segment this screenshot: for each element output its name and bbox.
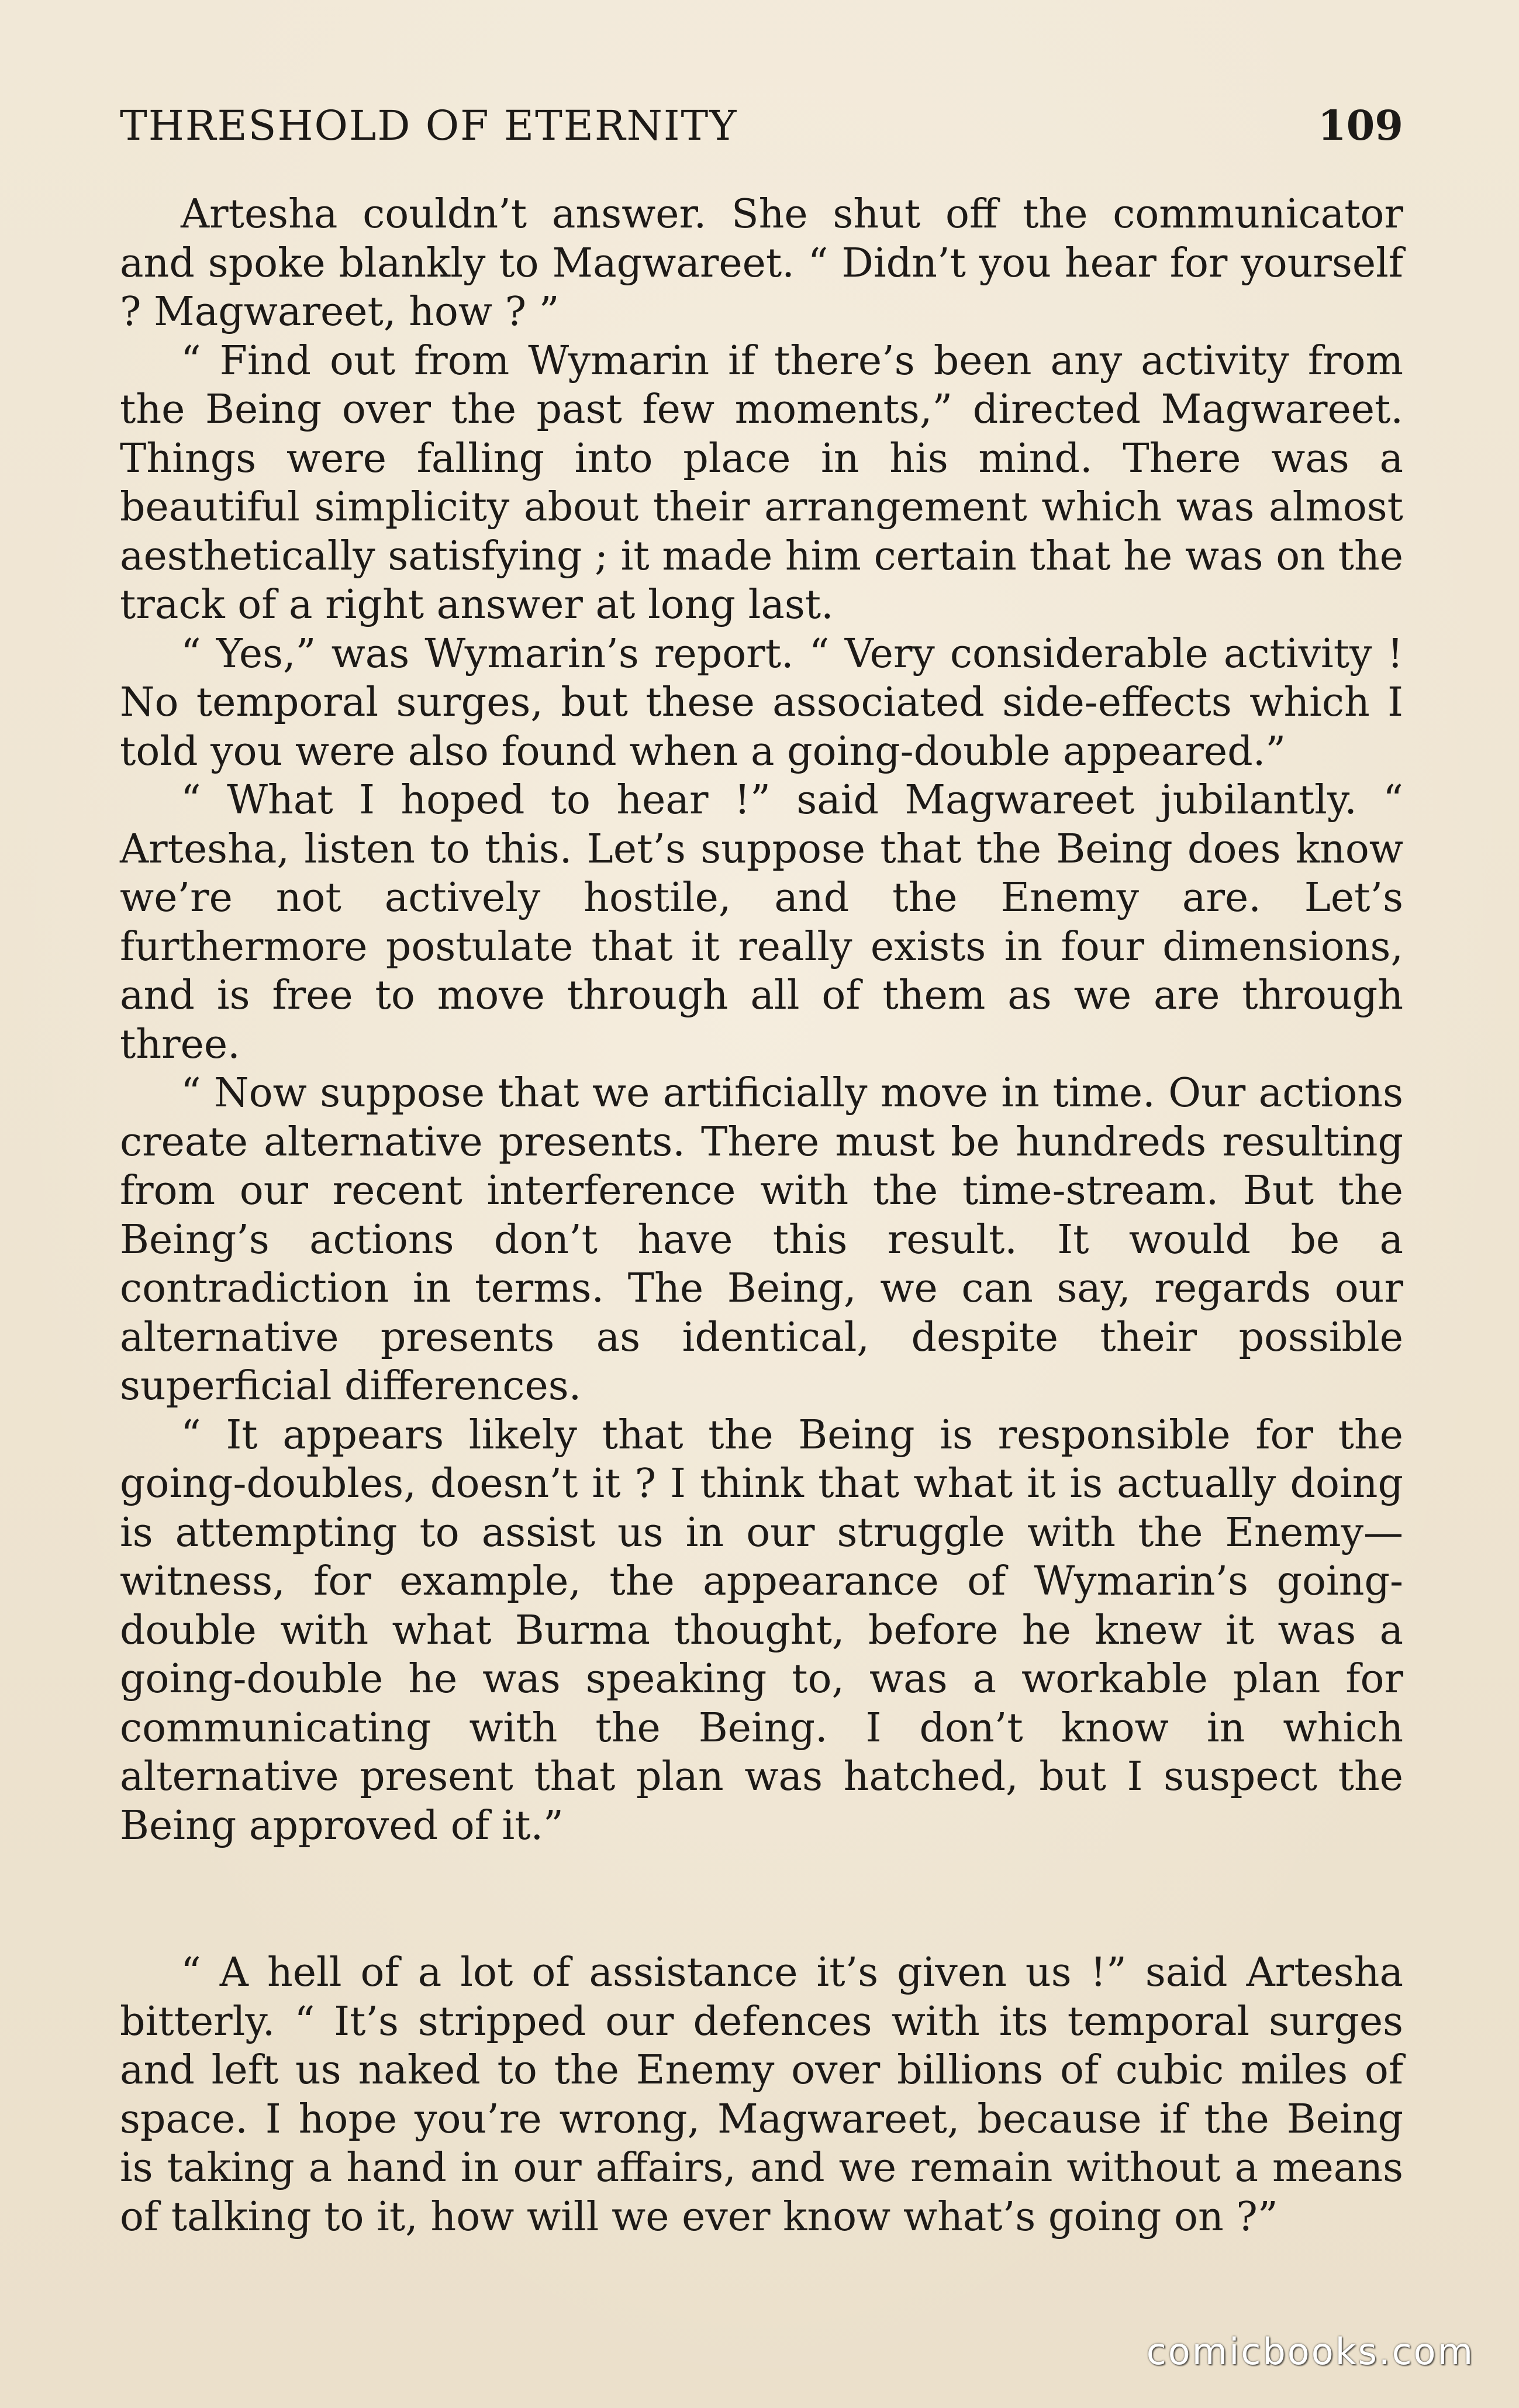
paragraph-1: Artesha couldn’t answer. She shut off the communicator and spoke blankly to Magwareet. “ Didn’t you hear for yourself ? Magwareet, how ? ” — [120, 191, 1403, 335]
page-header — [120, 94, 1403, 158]
paragraph-3: “ Yes,” was Wymarin’s report. “ Very considerable activity ! No temporal surges, but these associated side-effects which I told you were also found when a going-double appeared.” — [120, 630, 1403, 775]
paragraph-5: “ Now suppose that we artificially move in time. Our actions create alternative presents. There must be hundreds resulting from our recent interference with the time-stream. But the Being’s actions don’t have this result. It would be a contradiction in terms. The Being, we can say, regards our alternative presents as identical, despite their possible superficial differences. — [120, 1070, 1403, 1409]
page-number: 109 — [1317, 101, 1403, 150]
section-break — [120, 1850, 1403, 1948]
paragraph-2: “ Find out from Wymarin if there’s been any activity from the Being over the past few moments,” directed Magwareet. Things were falling into place in his mind. There was a beautiful simplicity about their arrangement which was almost aesthetically satisfying ; it made him certain that he was on the track of a right answer at long last. — [120, 337, 1403, 628]
paragraph-7: “ A hell of a lot of assistance it’s given us !” said Artesha bitterly. “ It’s stripped our defences with its temporal surges and left us naked to the Enemy over billions of cubic miles of space. I hope you’re wrong, Magwareet, because if the Being is taking a hand in our affairs, and we remain without a means of talking to it, how will we ever know what’s going on ?” — [120, 1950, 1403, 2240]
body-text — [120, 190, 1403, 2241]
paragraph-4: “ What I hoped to hear !” said Magwareet jubilantly. “ Artesha, listen to this. Let’s suppose that the Being does know we’re not actively hostile, and the Enemy are. Let’s furthermore postulate that it really exists in four dimensions, and is free to move through all of them as we are through three. — [120, 777, 1403, 1068]
paragraph-6: “ It appears likely that the Being is responsible for the going-doubles, doesn’t it ? I think that what it is actually doing is attempting to assist us in our struggle with the Enemy—witness, for example, the appearance of Wymarin’s going-double with what Burma thought, before he knew it was a going-double he was speaking to, was a workable plan for communicating with the Being. I don’t know in which alternative present that plan was hatched, but I suspect the Being approved of it.” — [120, 1412, 1403, 1849]
running-title: THRESHOLD OF ETERNITY — [120, 102, 738, 150]
watermark: comicbooks.com — [1146, 2330, 1475, 2373]
